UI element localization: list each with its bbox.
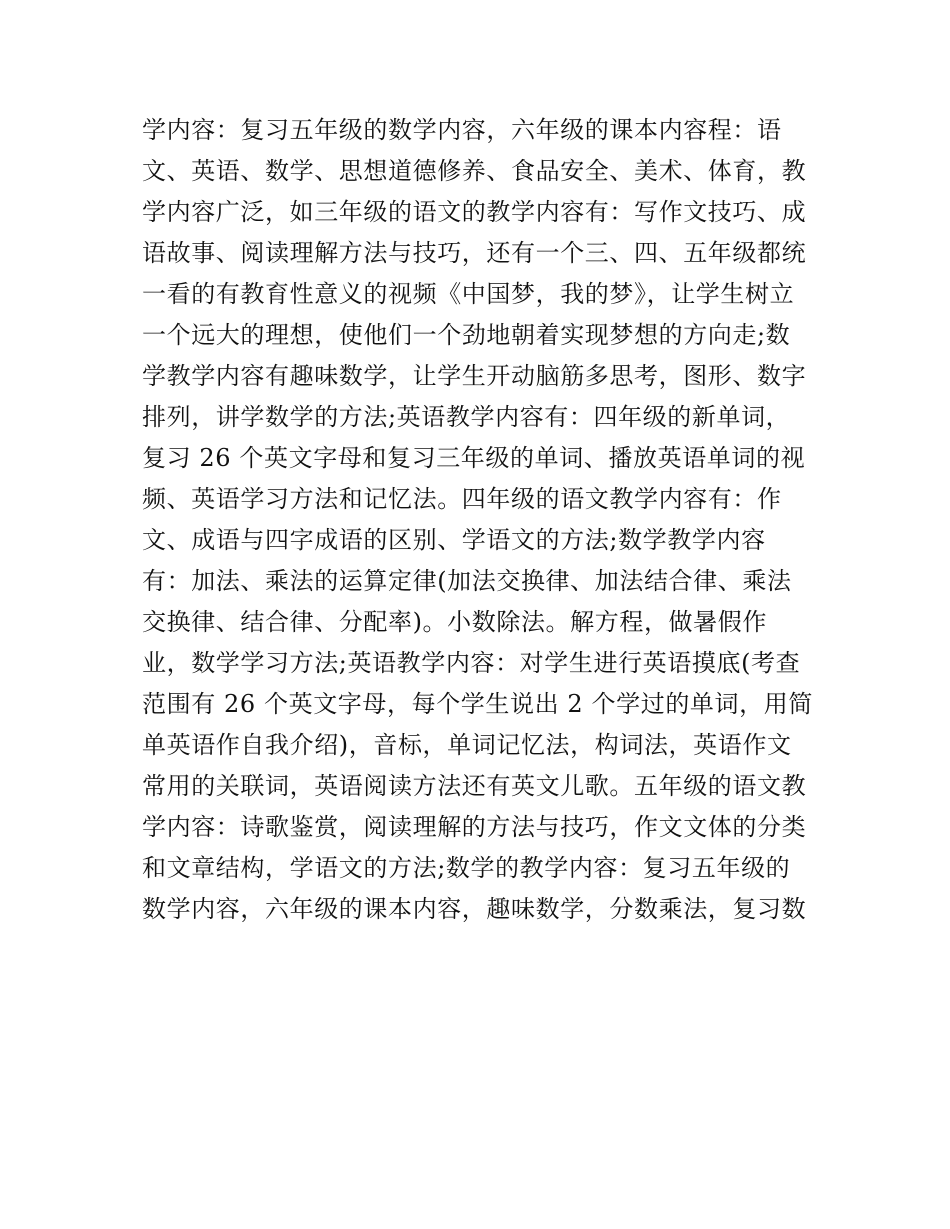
text-line: 业，数学学习方法;英语教学内容：对学生进行英语摸底(考查 — [142, 649, 801, 677]
text-line: 文、英语、数学、思想道德修养、食品安全、美术、体育，教 — [142, 157, 807, 185]
text-line: 一个远大的理想，使他们一个劲地朝着实现梦想的方向走;数 — [142, 321, 791, 349]
text-line: 学内容：复习五年级的数学内容，六年级的课本内容程：语 — [142, 116, 782, 144]
text-line: 语故事、阅读理解方法与技巧，还有一个三、四、五年级都统 — [142, 239, 807, 267]
text-line: 和文章结构，学语文的方法;数学的教学内容：复习五年级的 — [142, 854, 791, 882]
text-line: 学教学内容有趣味数学，让学生开动脑筋多思考，图形、数字 — [142, 362, 807, 390]
text-line: 常用的关联词，英语阅读方法还有英文儿歌。五年级的语文教 — [142, 772, 807, 800]
text-line: 复习 26 个英文字母和复习三年级的单词、播放英语单词的视 — [142, 444, 806, 472]
text-line: 学内容广泛，如三年级的语文的教学内容有：写作文技巧、成 — [142, 198, 807, 226]
text-line: 排列，讲学数学的方法;英语教学内容有：四年级的新单词， — [142, 403, 791, 431]
text-line: 交换律、结合律、分配率)。小数除法。解方程，做暑假作 — [142, 608, 767, 636]
text-line: 文、成语与四字成语的区别、学语文的方法;数学教学内容 — [142, 526, 766, 554]
text-line: 范围有 26 个英文字母，每个学生说出 2 个学过的单词，用简 — [142, 690, 813, 718]
text-line: 学内容：诗歌鉴赏，阅读理解的方法与技巧，作文文体的分类 — [142, 813, 807, 841]
text-line: 单英语作自我介绍)，音标，单词记忆法，构词法，英语作文 — [142, 731, 792, 759]
text-line: 数学内容，六年级的课本内容，趣味数学，分数乘法，复习数 — [142, 895, 807, 923]
text-line: 频、英语学习方法和记忆法。四年级的语文教学内容有：作 — [142, 485, 782, 513]
text-line: 有：加法、乘法的运算定律(加法交换律、加法结合律、乘法 — [142, 567, 792, 595]
body-paragraph — [142, 110, 832, 930]
text-line: 一看的有教育性意义的视频《中国梦，我的梦》，让学生树立 — [142, 280, 795, 308]
